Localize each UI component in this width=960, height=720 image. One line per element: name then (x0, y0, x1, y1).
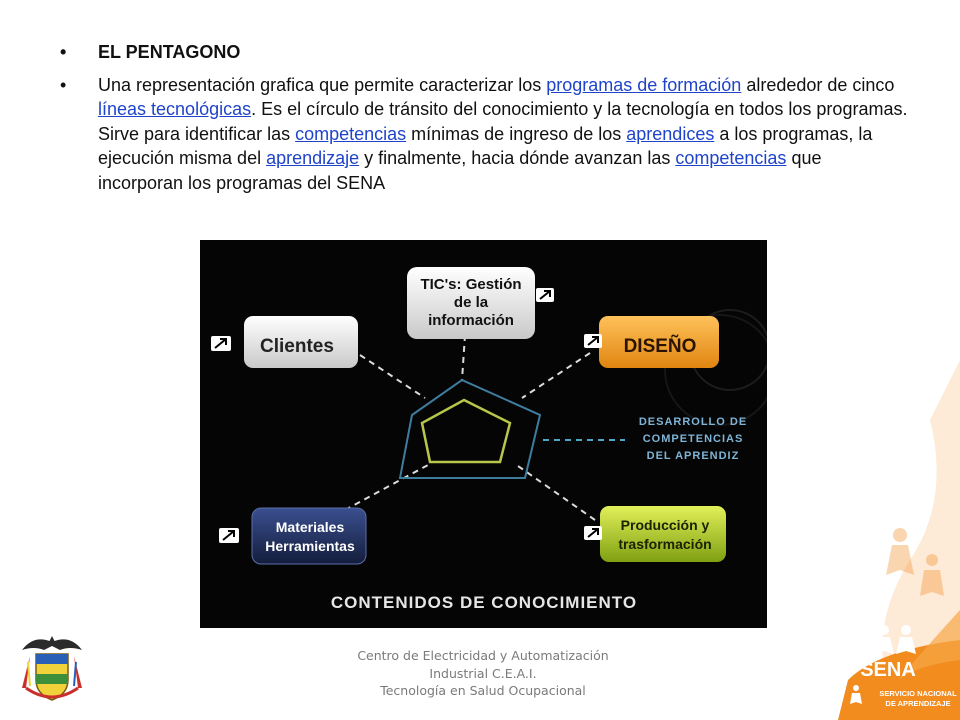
link-programas-de-formacion[interactable]: programas de formación (546, 74, 742, 95)
sena-subtitle-line2: DE APRENDIZAJE (885, 699, 951, 708)
node-produccion-line1: Producción y (620, 517, 710, 533)
node-clientes-label: Clientes (260, 336, 334, 357)
node-diseno-label: DISEÑO (623, 336, 697, 357)
sena-logo (838, 610, 960, 720)
arrow-icon (536, 288, 554, 302)
node-produccion-line2: trasformación (618, 536, 712, 552)
desarrollo-line1: DESARROLLO DE (638, 416, 748, 428)
arrow-icon (584, 526, 602, 540)
node-materiales-line2: Herramientas (265, 538, 355, 554)
link-aprendizaje[interactable]: aprendizaje (266, 148, 360, 168)
node-materiales (252, 508, 366, 564)
footer (300, 647, 666, 700)
node-materiales-line1: Materiales (275, 519, 345, 535)
link-aprendices[interactable]: aprendices (626, 123, 715, 144)
node-produccion (600, 506, 726, 562)
desarrollo-line3: DEL APRENDIZ (646, 450, 740, 462)
pentagon-diagram (200, 240, 767, 628)
node-tics-line1: TIC's: Gestión (420, 276, 522, 293)
outer-pentagon (400, 380, 540, 478)
footer-line1: Centro de Electricidad y Automatización (357, 648, 609, 663)
sena-brand: SENA (860, 659, 916, 681)
arrow-icon (219, 528, 239, 543)
desarrollo-line2: COMPETENCIAS (642, 433, 744, 445)
link-lineas-tecnologicas[interactable]: líneas tecnológicas (98, 99, 252, 119)
sena-subtitle-line1: SERVICIO NACIONAL (879, 689, 957, 698)
colombia-coat-of-arms-icon (12, 628, 92, 708)
node-tics-line3: información (428, 312, 514, 329)
slide-heading: • EL PENTAGONO (60, 40, 910, 65)
pentagon-diagram-svg (200, 240, 767, 628)
sena-people-icon (874, 625, 916, 654)
inner-pentagon (422, 400, 510, 462)
node-tics-line2: de la (453, 294, 489, 311)
connector-lines (345, 335, 625, 520)
slide-paragraph: • Una representación grafica que permite caracterizar los programas de formación alrededor de cinco líneas tecnológicas. Es el círculo de tránsito del conocimiento y la tecnología en todos los programas. Sirve para identificar las competencias mínimas de ingreso de los aprendices a los programas, la ejecución misma del aprendizaje y finalmente, hacia dónde avanzan las competencias que incorporan los programas del SENA (60, 73, 910, 196)
footer-line2: Industrial C.E.A.I. (429, 665, 537, 681)
link-competencias[interactable]: competencias (295, 123, 407, 144)
link-competencias-2[interactable]: competencias (675, 148, 787, 168)
arrow-icon (211, 336, 231, 351)
figure-caption: CONTENIDOS DE CONOCIMIENTO (330, 593, 638, 612)
bullet-list (60, 40, 910, 201)
footer-line3: Tecnología en Salud Ocupacional (380, 683, 586, 698)
arrow-icon (584, 334, 602, 348)
